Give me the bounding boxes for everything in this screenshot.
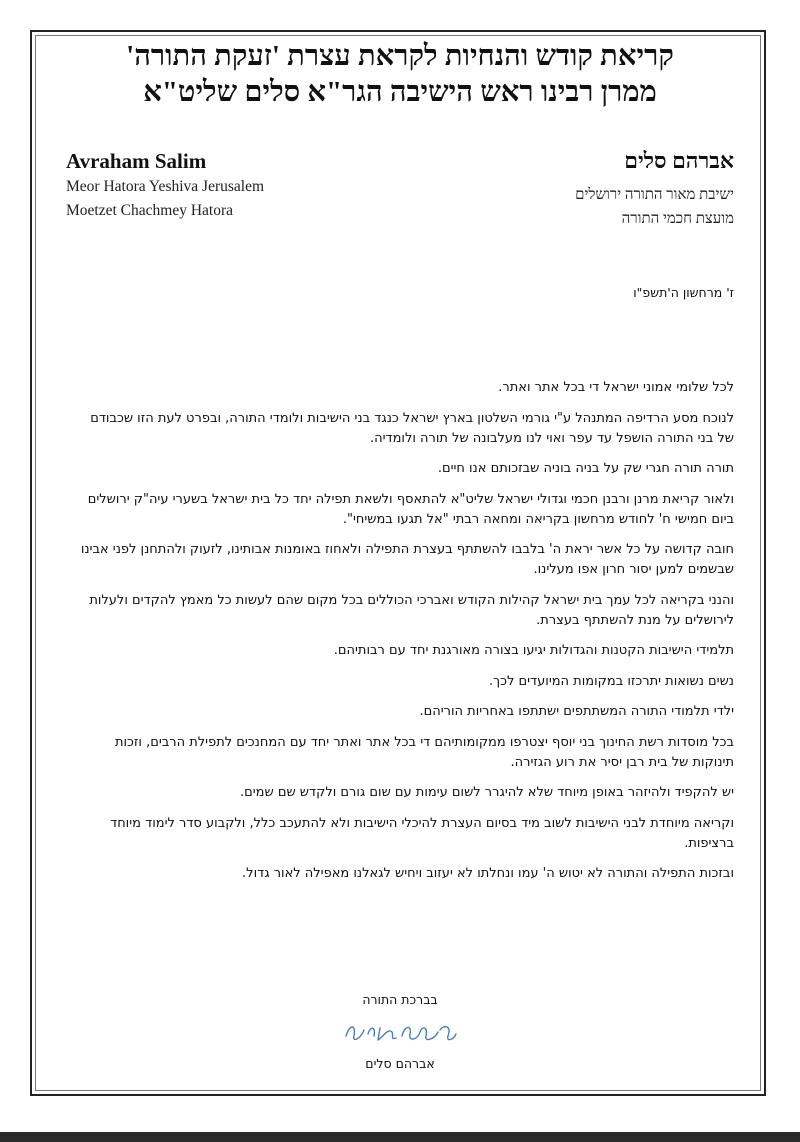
- closing-signer-name: אברהם סלים: [365, 1056, 435, 1071]
- sender-yeshiva-english: Meor Hatora Yeshiva Jerusalem: [66, 178, 265, 195]
- screenshot-bottom-bar: [0, 1132, 800, 1142]
- letterhead-hebrew: [414, 148, 734, 230]
- body-paragraph: חובה קדושה על כל אשר יראת ה' בלבבו להשתתף בעצרת התפילה ולאחוז באומנות אבותינו, לזעוק ולהתחנן לפני אבינו שבשמים למען יסור חרון אפו מעלינו.: [80, 542, 734, 577]
- letter-closing: [300, 990, 500, 1074]
- body-paragraph: בכל מוסדות רשת החינוך בני יוסף יצטרפו ממקומותיהם די בכל אתר ואתר יחד עם המחנכים לתפילת הרבים, וזכות תינוקות של בית רבן יסיר את רוע הגזירה.: [114, 734, 734, 770]
- handwritten-signature-icon: [340, 1014, 460, 1048]
- sender-council-english: Moetzet Chachmey Hatora: [66, 202, 233, 219]
- body-paragraph: ילדי תלמודי התורה המשתתפים ישתתפו באחריות הוריהם.: [419, 704, 734, 719]
- sender-yeshiva-hebrew: ישיבת מאור התורה ירושלים: [575, 187, 734, 203]
- body-paragraph: לכל שלומי אמוני ישראל די בכל אתר ואתר.: [498, 380, 734, 395]
- body-paragraph: תלמידי הישיבות הקטנות והגדולות יגיעו בצורה מאורגנת יחד עם רבותיהם.: [333, 643, 734, 658]
- title-line-1: קריאת קודש והנחיות לקראת עצרת 'זעקת התורה': [126, 40, 674, 72]
- body-paragraph: והנני בקריאה לכל עמך בית ישראל קהילות הקודש ואברכי הכוללים בכל מקום שהם לעשות כל מאמץ להקדים ולעלות לירושלים על מנת להשתתף בעצרת.: [89, 592, 734, 628]
- sender-name-english: Avraham Salim: [66, 149, 207, 173]
- body-paragraph: תורה תורה חגרי שק על בניה בוניה שבזכותם אנו חיים.: [437, 461, 734, 476]
- sender-council-hebrew: מועצת חכמי התורה: [621, 211, 734, 227]
- body-paragraph: לנוכח מסע הרדיפה המתנהל ע"י גורמי השלטון בארץ ישראל כנגד בני הישיבות ולומדי התורה, ובפרט לעת הזו שכבודם של בני התורה הושפל עד עפר ואוי לנו מעלבונה של תורה ולומדיה.: [90, 410, 734, 446]
- body-paragraph: נשים נשואות יתרכזו במקומות המיועדים לכך.: [489, 673, 734, 689]
- body-paragraph: וקריאה מיוחדת לבני הישיבות לשוב מיד בסיום העצרת להיכלי הישיבות ולא להתעכב כלל, ולקבוע סדר לימוד מיוחד ברציפות.: [110, 815, 734, 851]
- sender-name-hebrew: אברהם סלים: [624, 148, 734, 173]
- letter-body: [80, 378, 734, 895]
- letterhead-english: [66, 148, 386, 222]
- body-paragraph: ולאור קריאת מרנן ורבנן חכמי וגדולי ישראל שליט"א להתאסף ולשאת תפילה יחד כל בית ישראל בשערי עיה"ק ירושלים ביום חמישי ח' לחודש מרחשון בקריאה ומחאה רבתי "אל תגעו במשיחי".: [87, 491, 734, 527]
- body-paragraph: ובזכות התפילה והתורה לא יטוש ה' עמו ונחלתו לא יעזוב ויחיש לגאלנו מאפילה לאור גדול.: [242, 866, 734, 881]
- title-line-2: ממרן רבינו ראש הישיבה הגר"א סלים שליט"א: [143, 76, 657, 108]
- body-paragraph: יש להקפיד ולהיזהר באופן מיוחד שלא להיגרר לשום עימות עם שום גורם ולקדש שם שמים.: [240, 785, 734, 800]
- letter-title: [60, 38, 740, 110]
- letter-date: ז' מרחשון ה'תשפ"ו: [633, 285, 734, 300]
- closing-blessing: בברכת התורה: [362, 992, 438, 1007]
